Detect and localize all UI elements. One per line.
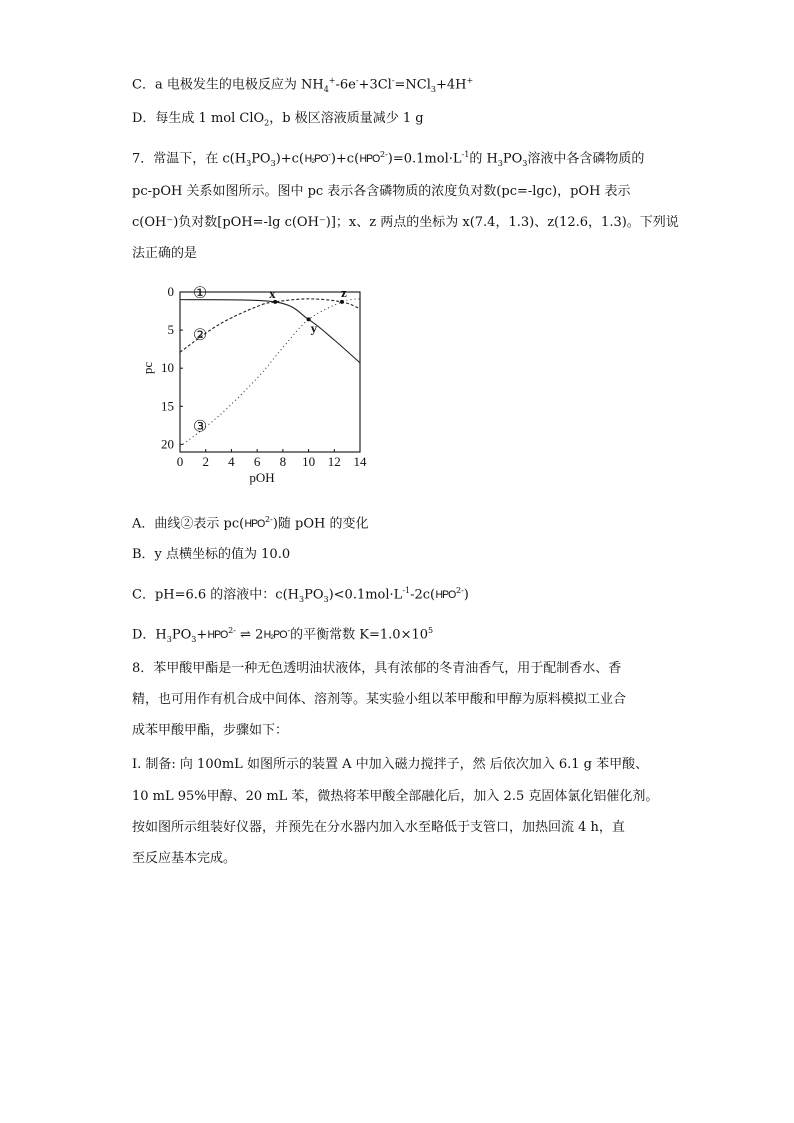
q8-line-7: 至反应基本完成。 <box>132 851 237 866</box>
q8-line-6: 按如图所示组装好仪器，并预先在分水器内加入水至略低于支管口，加热回流 4 h，直 <box>132 820 625 835</box>
h2po3-ion: H₂PO <box>263 629 287 642</box>
y-tick-label: 10 <box>161 360 174 376</box>
q7-stem-line-1: 7．常温下，在 $c(H_3PO_3)+c(H_2PO^-)+c(HPO^{2-})=0.1mol\cdot L^{-1}$的 $H_3PO_3$溶液中各含磷物质的 <box>132 150 645 168</box>
series-label-2: ② <box>192 326 208 344</box>
y-tick-label: 15 <box>161 398 174 414</box>
hpo3-ion: HPO <box>207 629 228 642</box>
q8-line-2: 精，也可用作有机合成中间体、溶剂等。某实验小组以苯甲酸和甲醇为原料模拟工业合 <box>132 692 627 707</box>
q7-stem-line-4: 法正确的是 <box>132 246 198 261</box>
y-tick-label: 20 <box>161 436 174 452</box>
x-tick-label: 8 <box>279 454 287 469</box>
series-curve-2 <box>180 299 360 352</box>
series-label-1: ① <box>192 285 208 302</box>
option-b: B．y 点横坐标的值为 10.0 <box>132 547 291 562</box>
option-c-previous: C．a 电极发生的电极反应为 $NH_4^+-6e^-+3Cl^-=NCl_3+4H^+$ <box>132 76 474 94</box>
pc-poh-chart <box>140 284 380 488</box>
x-tick-label: 10 <box>302 454 316 469</box>
hpo3-ion: HPO <box>244 518 265 531</box>
x-tick-label: 6 <box>253 454 261 469</box>
q7-stem-line-3: c(OH⁻)负对数[pOH=-lg c(OH⁻)]；x、z 两点的坐标为 x(7.4，1.3)、z(12.6，1.3)。下列说 <box>132 215 679 230</box>
x-tick-label: 12 <box>327 454 341 469</box>
q8-line-5: 10 mL 95%甲醇、20 mL 苯，微热将苯甲酸全部融化后，加入 2.5 克固体氯化铝催化剂。 <box>132 789 659 804</box>
y-tick-label: 0 <box>167 284 174 299</box>
q8-line-3: 成苯甲酸甲酯，步骤如下： <box>132 723 289 738</box>
hpo3-ion: HPO <box>435 589 456 602</box>
option-d: D．$H_3PO_3+HPO^{2-}$ ⇌ 2H₂PO-的平衡常数 $K=1.0\times 10^5$ <box>132 626 434 644</box>
y-tick-label: 5 <box>167 322 174 338</box>
x-tick-label: 2 <box>202 454 209 469</box>
x-axis-label: pOH <box>249 470 275 485</box>
x-tick-label: 0 <box>176 454 184 469</box>
option-d-previous: D．每生成 1 mol ClO$_2$，b 极区溶液质量减少 1 g <box>132 111 424 128</box>
q8-line-4: I. 制备: 向 100mL 如图所示的装置 A 中加入磁力搅拌子，然 后依次加入 6.1 g 苯甲酸、 <box>132 757 649 772</box>
hpo3-ion: HPO <box>359 153 380 166</box>
x-tick-label: 4 <box>228 454 235 469</box>
h2po3-ion: H₂PO <box>304 153 328 166</box>
pc-poh-chart-svg <box>140 284 380 488</box>
x-tick-label: 14 <box>353 454 367 469</box>
point-z <box>340 300 344 304</box>
q7-stem-line-2: pc-pOH 关系如图所示。图中 pc 表示各含磷物质的浓度负对数(pc=-lgc)，pOH 表示 <box>132 184 631 199</box>
option-c: C．pH=6.6 的溶液中：$c(H_3PO_3)<0.1mol\cdot L^{-1}-2c(HPO^{2-})$ <box>132 586 469 604</box>
y-axis-label: pc <box>140 361 155 375</box>
q8-line-1: 8．苯甲酸甲酯是一种无色透明油状液体，具有浓郁的冬青油香气，用于配制香水、香 <box>132 661 622 676</box>
point-label-y: y <box>310 320 318 336</box>
series-label-3: ③ <box>192 418 208 436</box>
option-a: A．曲线②表示 $pc(HPO^{2-})$随 pOH 的变化 <box>132 515 369 532</box>
point-label-z: z <box>341 284 347 300</box>
point-label-x: x <box>269 285 276 301</box>
